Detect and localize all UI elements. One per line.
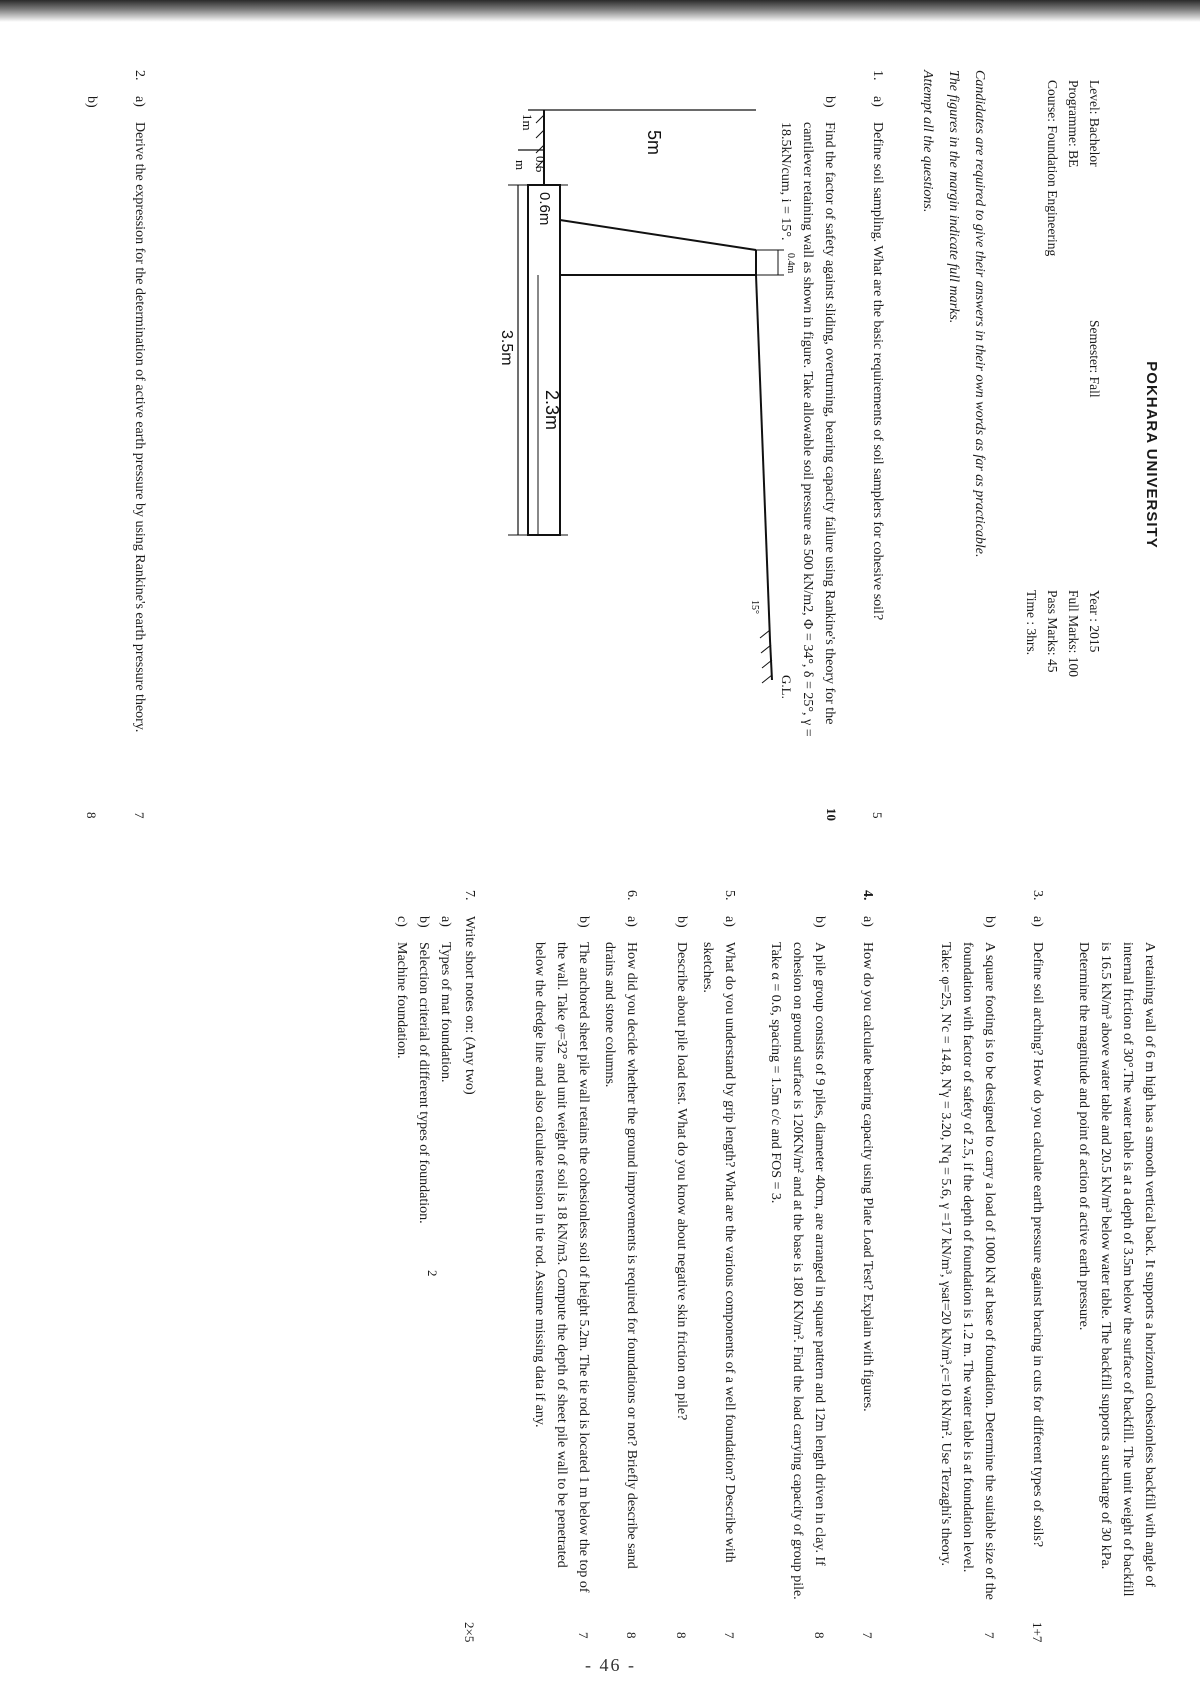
q1a-label: a) <box>870 96 885 107</box>
q7b-text: Selection criterial of different types of foundation. <box>416 942 431 1224</box>
instructions <box>916 70 990 840</box>
dim-1m: 1m <box>520 114 535 131</box>
q5-number: 5. <box>722 890 737 901</box>
dim-23m: 2.3m <box>542 390 562 431</box>
q7c-label: c) <box>394 916 409 927</box>
instruction-3: Attempt all the questions. <box>920 70 935 213</box>
q4-number: 4. <box>860 890 875 901</box>
q6a-label: a) <box>624 916 639 927</box>
q7-marks: 2×5 <box>462 1622 477 1643</box>
university-title: POKHARA UNIVERSITY <box>1143 361 1160 549</box>
dim-35m: 3.5m <box>498 330 515 366</box>
q2b-marks: 8 <box>84 812 99 819</box>
q2a-label: a) <box>132 96 147 107</box>
q4a-text: How do you calculate bearing capacity using Plate Load Test? Explain with figures. <box>860 942 875 1412</box>
q7-text: Write short notes on: (Any two) <box>462 916 477 1095</box>
backfill-slope <box>756 275 770 640</box>
semester: Semester: Fall <box>1087 320 1102 398</box>
q3b-marks: 7 <box>982 1632 997 1639</box>
q4a-marks: 7 <box>860 1632 875 1639</box>
q5b-label: b) <box>674 916 689 928</box>
dim-06-a: 0.6 <box>533 156 548 173</box>
footer-page-number: - 46 - <box>585 1655 636 1675</box>
instruction-1: Candidates are required to give their answers in their own words as far as practicable. <box>972 70 987 558</box>
q3-number: 3. <box>1030 890 1045 901</box>
q6b-marks: 7 <box>576 1632 591 1639</box>
q3a-marks: 1+7 <box>1030 1622 1045 1643</box>
q2a-text: Derive the expression for the determination of active earth pressure by using Rankine's earth pressure theory. <box>132 122 147 733</box>
q4b-label: b) <box>812 916 827 928</box>
q1a-marks: 5 <box>870 812 885 819</box>
q5b-marks: 8 <box>674 1632 689 1639</box>
course: Course: Foundation Engineering <box>1045 80 1060 257</box>
q7a-label: a) <box>438 916 453 927</box>
q3b-text: A square footing is to be designed to carry a load of 1000 kN at base of foundation. Determine the suitable size of the foundation with factor of safety of 2.5, if the depth of foundation is 1.2 m. The water table is at foundation level. Take: φ=25, N'c = 14.8, N'γ = 3.20, N'q = 5.6, γ =17 kN/m³, γsat=20 kN/m³,c=10 kN/m². Use Terzaghi's theory. <box>938 942 997 1600</box>
q7a-text: Types of mat foundation. <box>438 942 453 1083</box>
q5b-text: Describe about pile load test. What do you know about negative skin friction on pile? <box>674 942 689 1421</box>
q1b-marks: 10 <box>824 808 839 821</box>
level: Level: Bachelor <box>1087 80 1102 167</box>
inner-page-number: 2 <box>425 1270 440 1277</box>
meta-right <box>1021 590 1105 677</box>
q3b-label: b) <box>982 916 997 928</box>
full-marks: Full Marks: 100 <box>1066 590 1081 678</box>
dim-06-b: m <box>513 160 528 171</box>
q1b-label: b) <box>822 96 837 108</box>
retaining-wall-figure <box>468 90 798 820</box>
q6a-marks: 8 <box>624 1632 639 1639</box>
stem-front <box>560 220 756 250</box>
q7c-text: Machine foundation. <box>394 942 409 1059</box>
dim-5m: 5m <box>644 130 664 156</box>
rotated-exam-sheet <box>40 40 1160 1680</box>
q3a-label: a) <box>1030 916 1045 927</box>
q2a-marks: 7 <box>132 812 147 819</box>
q2b-text: A retaining wall of 6 m high has a smooth vertical back. It supports a horizontal cohesionless backfill with angle of internal friction of 30°.The water table is at a depth of 3.5m below the surface of backfill. The unit weight of backfill is 16.5 kN/m³ above water table and 20.5 kN/m³ below water table. The backfill supports a surcharge of 30 kPa. Determine the magnitude and point of action of active earth pressure. <box>1076 942 1157 1597</box>
dim-04: 0.4m <box>785 253 796 274</box>
q4b-marks: 8 <box>812 1632 827 1639</box>
q5a-label: a) <box>722 916 737 927</box>
q7-number: 7. <box>462 890 477 901</box>
q6b-label: b) <box>576 916 591 928</box>
base-slab <box>528 185 560 535</box>
instruction-2: The figures in the margin indicate full marks. <box>946 70 961 324</box>
time: Time : 3hrs. <box>1024 590 1039 656</box>
angle-15: 15° <box>749 600 760 614</box>
q6a-text: How did you decide whether the ground improvements is required for foundations or not? Briefly describe sand drains and stone columns. <box>602 942 639 1569</box>
q6-number: 6. <box>624 890 639 901</box>
left-column <box>50 70 1160 840</box>
q7b-label: b) <box>416 916 431 928</box>
q1b-text: Find the factor of safety against sliding, overturning, bearing capacity failure using Rankine's theory for the cantilever retaining wall as shown in figure. Take allowable soil pressure as 500 kN/m2, Φ = 34°, δ = 25°, γ = 18.5kN/cum, i = 15°. <box>778 122 837 737</box>
dim-06m: 0.6m <box>536 192 553 226</box>
q2b-label: b) <box>84 96 99 108</box>
q4b-text: A pile group consists of 9 piles, diameter 40cm, are arranged in square pattern and 12m length driven in clay. If cohesion on ground surface is 120KN/m² and at the base is 180 KN/m². Find the load carrying capacity of group pile. Take α = 0.6, spacing = 1.5m c/c and FOS = 3. <box>768 942 827 1600</box>
q5a-marks: 7 <box>722 1632 737 1639</box>
programme: Programme: BE <box>1066 80 1081 168</box>
gl-label: G.L. <box>779 675 794 699</box>
q1a-text: Define soil sampling. What are the basic requirements of soil samplers for cohesive soil? <box>870 122 885 621</box>
backfill-hatch <box>536 115 772 683</box>
meta-mid <box>1084 320 1105 398</box>
pass-marks: Pass Marks: 45 <box>1045 590 1060 673</box>
q4a-label: a) <box>860 916 875 927</box>
q5a-text: What do you understand by grip length? What are the various components of a well foundation? Describe with sketches. <box>700 942 737 1563</box>
meta-left <box>1042 80 1105 256</box>
year: Year : 2015 <box>1087 590 1102 653</box>
scan-edge <box>0 0 1200 22</box>
q2-number: 2. <box>132 70 147 81</box>
right-column <box>50 890 1160 1670</box>
q6b-text: The anchored sheet pile wall retains the cohesionless soil of height 5.2m. The tie rod is located 1 m below the top of the wall. Take φ=32° and unit weight of soil is 18 kN/m3. Compute the depth of sheet pile wall to be penetrated below the dredge line and also calculate tension in tie rod. Assume missing data if any. <box>532 942 591 1593</box>
q3a-text: Define soil arching? How do you calculate earth pressure against bracing in cuts for different types of soils? <box>1030 942 1045 1548</box>
q1-number: 1. <box>870 70 885 81</box>
